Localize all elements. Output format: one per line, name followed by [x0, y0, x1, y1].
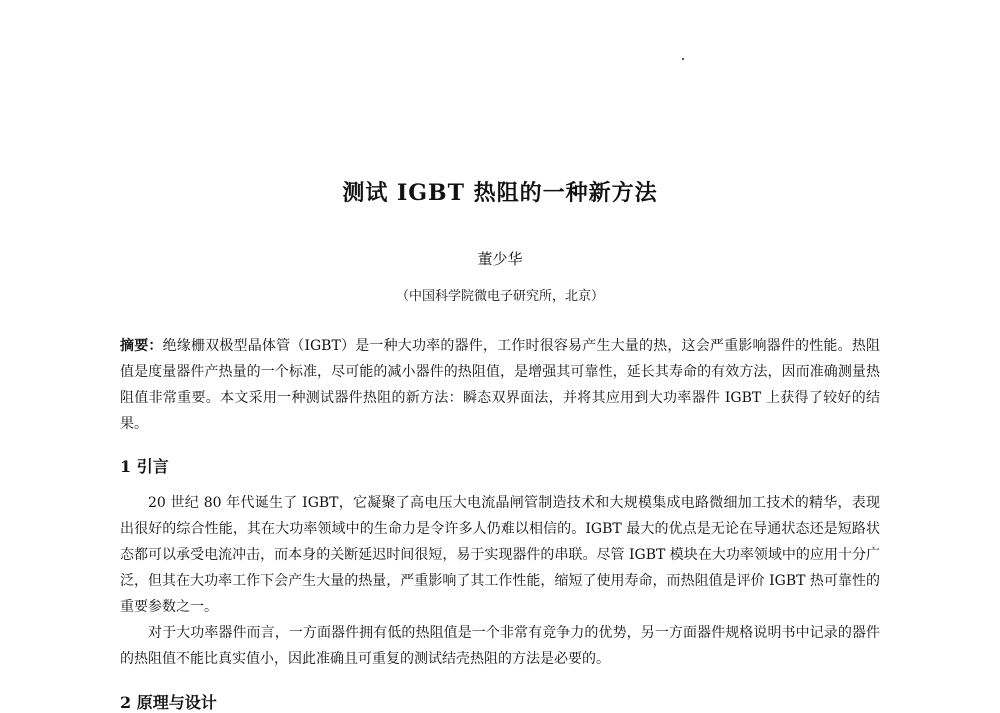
section-heading-principle-design: 2 原理与设计 [120, 693, 217, 712]
abstract-label: 摘要： [120, 338, 163, 354]
paragraph: 对于大功率器件而言，一方面器件拥有低的热阻值是一个非常有竞争力的优势，另一方面器件规格说明书中记录的器件的热阻值不能比真实值小，因此准确且可重复的测试结壳热阻的方法是必要的。 [120, 625, 880, 667]
abstract [120, 333, 880, 437]
section-heading-introduction: 1 引言 [120, 457, 169, 476]
paper-title: 测试 IGBT 热阻的一种新方法 [342, 180, 658, 206]
paragraph: 20 世纪 80 年代诞生了 IGBT，它凝聚了高电压大电流晶闸管制造技术和大规模集成电路微细加工技术的精华，表现出很好的综合性能，其在大功率领域中的生命力是令许多人仍难以相信的。IGBT 最大的优点是无论在导通状态还是短路状态都可以承受电流冲击，而本身的关断延迟时间很短，易于实现器件的串联。尽管 IGBT 模块在大功率领域中的应用十分广泛，但其在大功率工作下会产生大量的热量，严重影响了其工作性能，缩短了使用寿命，而热阻值是评价 IGBT 热可靠性的重要参数之一。 [120, 495, 880, 615]
introduction-body [120, 490, 880, 672]
author-affiliation: （中国科学院微电子研究所，北京） [395, 289, 604, 304]
scan-speck [682, 58, 684, 60]
author-name: 董少华 [477, 250, 523, 268]
abstract-text: 绝缘栅双极型晶体管（IGBT）是一种大功率的器件，工作时很容易产生大量的热，这会严重影响器件的性能。热阻值是度量器件产热量的一个标准，尽可能的减小器件的热阻值，是增强其可靠性，延长其寿命的有效方法，因而准确测量热阻值非常重要。本文采用一种测试器件热阻的新方法：瞬态双界面法，并将其应用到大功率器件 IGBT 上获得了较好的结果。 [120, 338, 881, 432]
